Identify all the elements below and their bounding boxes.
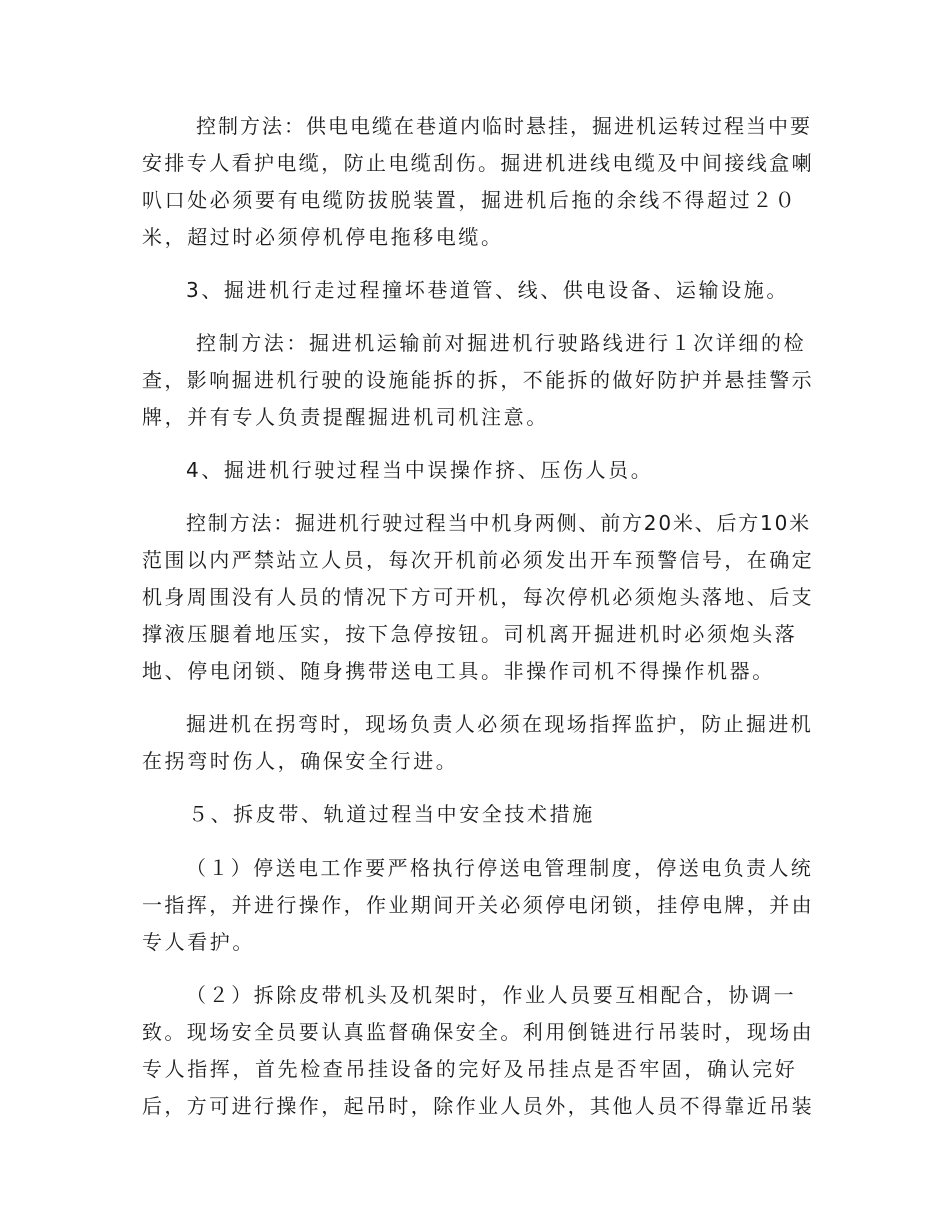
text-line: 后，方可进行操作，起吊时，除作业人员外，其他人员不得靠近吊装 bbox=[142, 1094, 814, 1118]
text-line: 控制方法：供电电缆在巷道内临时悬挂，掘进机运转过程当中要 bbox=[196, 114, 812, 138]
section-heading: ５、拆皮带、轨道过程当中安全技术措施 bbox=[188, 802, 595, 826]
text-line: 叭口处必须要有电缆防拔脱装置，掘进机后拖的余线不得超过２０ bbox=[142, 188, 798, 212]
text-line: （２）拆除皮带机头及机架时，作业人员要互相配合，协调一 bbox=[186, 983, 797, 1007]
text-line: 控制方法：掘进机行驶过程当中机身两侧、前方20米、后方10米 bbox=[186, 511, 811, 535]
text-line: 一指挥，并进行操作，作业期间开关必须停电闭锁，挂停电牌，并由 bbox=[142, 893, 814, 917]
text-line: 撑液压腿着地压实，按下急停按钮。司机离开掘进机时必须炮头落 bbox=[142, 622, 798, 646]
text-line: 在拐弯时伤人，确保安全行进。 bbox=[142, 749, 459, 773]
text-line: 掘进机在拐弯时，现场负责人必须在现场指挥监护，防止掘进机 bbox=[186, 712, 814, 736]
text-line: 机身周围没有人员的情况下方可开机，每次停机必须炮头落地、后支 bbox=[142, 585, 814, 609]
section-heading: 3、掘进机行走过程撞坏巷道管、线、供电设备、运输设施。 bbox=[186, 278, 789, 302]
text-line: 专人看护。 bbox=[142, 930, 255, 954]
text-line: 查，影响掘进机行驶的设施能拆的拆，不能拆的做好防护并悬挂警示 bbox=[142, 368, 814, 392]
text-line: 范围以内严禁站立人员，每次开机前必须发出开车预警信号，在确定 bbox=[142, 548, 814, 572]
text-line: 致。现场安全员要认真监督确保安全。利用倒链进行吊装时，现场由 bbox=[142, 1020, 814, 1044]
section-heading: 4、掘进机行驶过程当中误操作挤、压伤人员。 bbox=[186, 458, 654, 482]
text-line: 地、停电闭锁、随身携带送电工具。非操作司机不得操作机器。 bbox=[142, 659, 775, 683]
text-line: 米，超过时必须停机停电拖移电缆。 bbox=[142, 225, 504, 249]
text-line: （１）停送电工作要严格执行停送电管理制度，停送电负责人统 bbox=[186, 856, 814, 880]
text-line: 控制方法：掘进机运输前对掘进机行驶路线进行１次详细的检 bbox=[196, 331, 807, 355]
text-line: 牌，并有专人负责提醒掘进机司机注意。 bbox=[142, 405, 549, 429]
text-line: 安排专人看护电缆，防止电缆刮伤。掘进机进线电缆及中间接线盒喇 bbox=[142, 151, 814, 175]
text-line: 专人指挥，首先检查吊挂设备的完好及吊挂点是否牢固，确认完好 bbox=[142, 1057, 798, 1081]
